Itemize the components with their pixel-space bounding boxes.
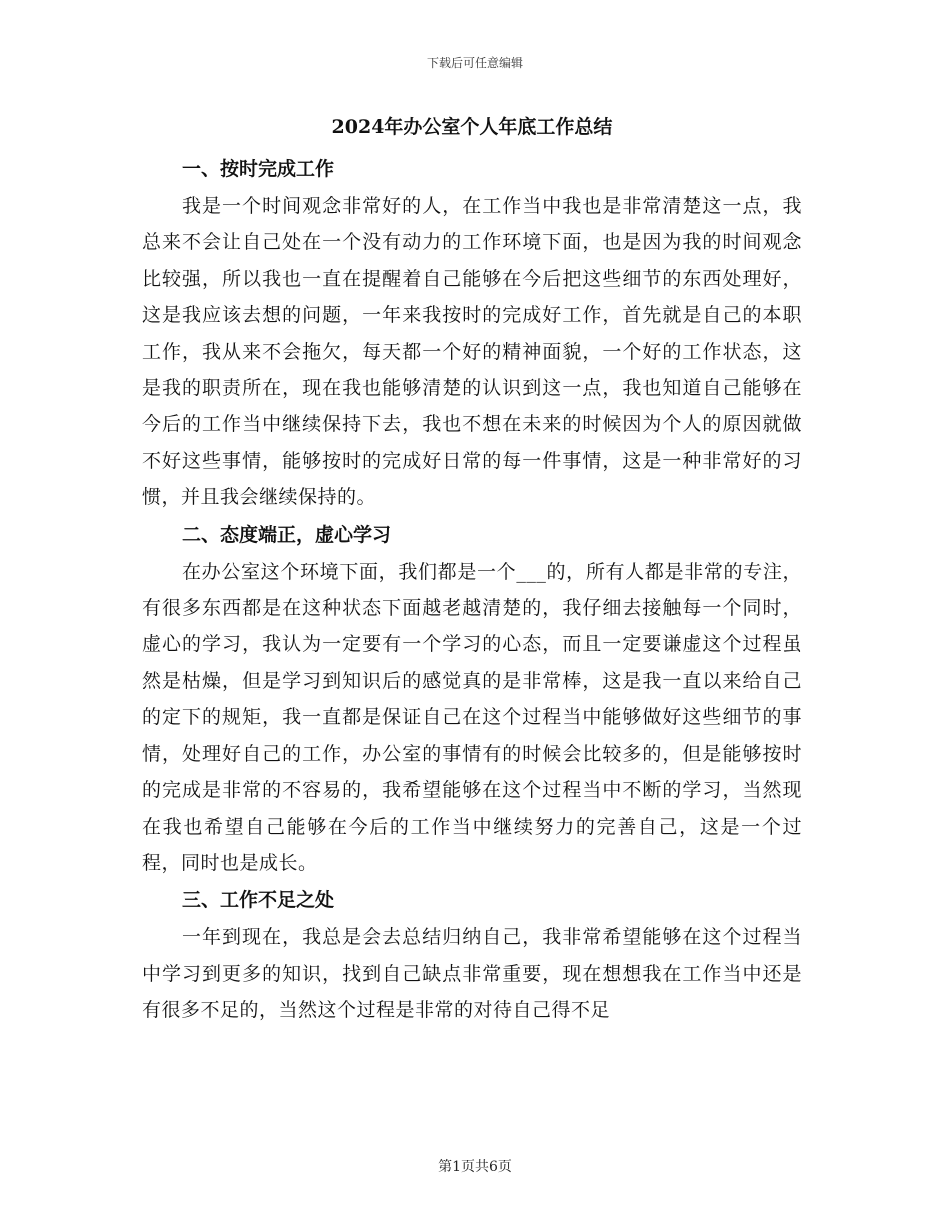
page-number: 第1页共6页: [438, 1159, 512, 1175]
section-1: [142, 150, 802, 516]
section-2: [142, 516, 802, 882]
page-header: 下载后可任意编辑: [426, 56, 523, 70]
section-heading: 三、工作不足之处: [182, 889, 335, 912]
document-body: [142, 112, 802, 1029]
section-paragraph: 我是一个时间观念非常好的人，在工作当中我也是非常清楚这一点，我总来不会让自己处在一个没有动力的工作环境下面，也是因为我的时间观念比较强，所以我也一直在提醒着自己能够在今后把这些细节的东西处理好，这是我应该去想的问题，一年来我按时的完成好工作，首先就是自己的本职工作，我从来不会拖欠，每天都一个好的精神面貌，一个好的工作状态，这是我的职责所在，现在我也能够清楚的认识到这一点，我也知道自己能够在今后的工作当中继续保持下去，我也不想在未来的时候因为个人的原因就做不好这些事情，能够按时的完成好日常的每一件事情，这是一种非常好的习惯，并且我会继续保持的。: [142, 195, 802, 509]
section-paragraph: 在办公室这个环境下面，我们都是一个___的，所有人都是非常的专注，有很多东西都是在这种状态下面越老越清楚的，我仔细去接触每一个同时，虚心的学习，我认为一定要有一个学习的心态，而且一定要谦虚这个过程虽然是枯燥，但是学习到知识后的感觉真的是非常棒，这是我一直以来给自己的定下的规矩，我一直都是保证自己在这个过程当中能够做好这些细节的事情，处理好自己的工作，办公室的事情有的时候会比较多的，但是能够按时的完成是非常的不容易的，我希望能够在这个过程当中不断的学习，当然现在我也希望自己能够在今后的工作当中继续努力的完善自己，这是一个过程，同时也是成长。: [142, 560, 802, 874]
section-heading: 一、按时完成工作: [182, 158, 335, 180]
section-heading: 二、态度端正，虚心学习: [182, 523, 392, 546]
section-3: [142, 881, 802, 1028]
section-paragraph: 一年到现在，我总是会去总结归纳自己，我非常希望能够在这个过程当中学习到更多的知识，找到自己缺点非常重要，现在想想我在工作当中还是有很多不足的，当然这个过程是非常的对待自己得不足: [142, 926, 802, 1022]
document-title: 2024年办公室个人年底工作总结: [331, 116, 613, 138]
